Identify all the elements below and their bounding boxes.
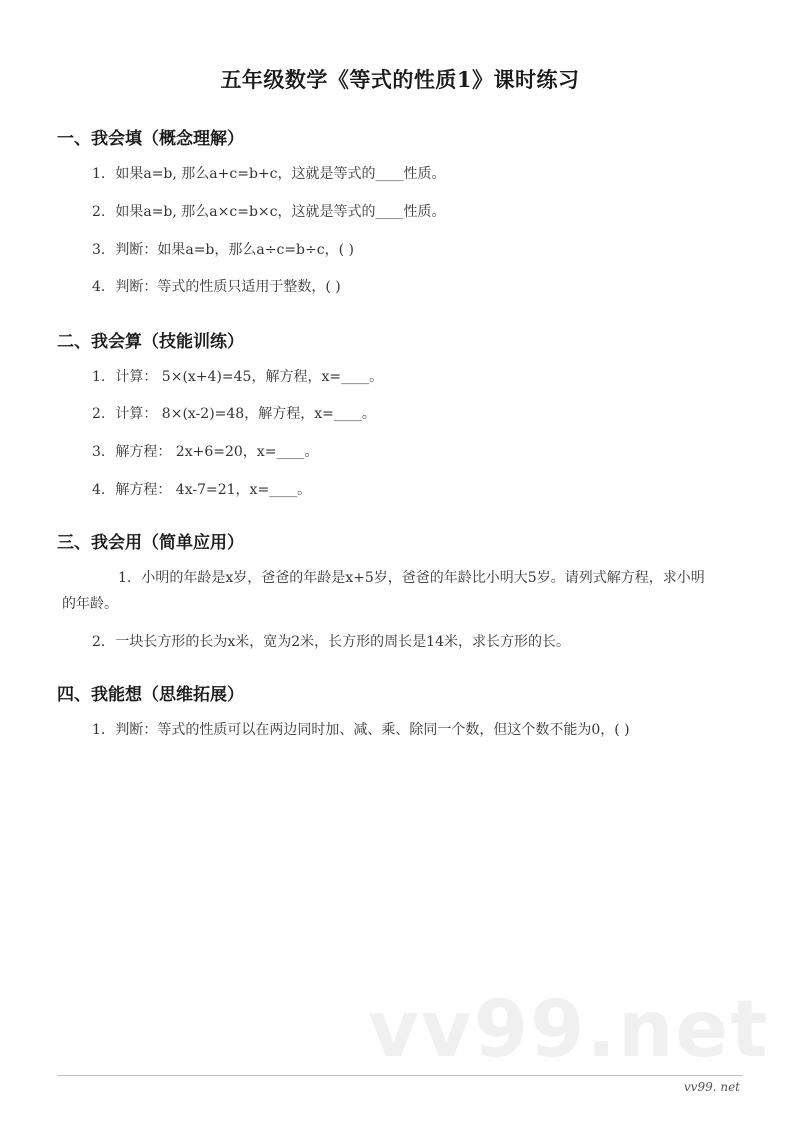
question-text: 解方程： 2x+6=20，x=____。 bbox=[115, 444, 319, 460]
question-2-1 bbox=[92, 364, 383, 390]
question-2-4 bbox=[92, 477, 311, 503]
section-heading-1: 一、我会填（概念理解） bbox=[57, 129, 244, 149]
question-1-2 bbox=[92, 199, 445, 225]
question-3-2 bbox=[92, 629, 570, 655]
question-number: 4. bbox=[92, 279, 106, 295]
question-text: 判断：等式的性质只适用于整数，( ) bbox=[115, 279, 341, 295]
page-title: 五年级数学《等式的性质1》课时练习 bbox=[220, 67, 580, 92]
section-heading-3: 三、我会用（简单应用） bbox=[57, 533, 244, 553]
question-number: 2. bbox=[92, 634, 106, 650]
question-number: 3. bbox=[92, 242, 106, 258]
section-heading-4: 四、我能想（思维拓展） bbox=[57, 685, 244, 705]
question-3-1 bbox=[62, 565, 712, 617]
question-number: 2. bbox=[92, 406, 106, 422]
question-text: 判断：等式的性质可以在两边同时加、减、乘、除同一个数，但这个数不能为0，( ) bbox=[115, 722, 630, 738]
question-1-1 bbox=[92, 161, 445, 187]
section-heading-2: 二、我会算（技能训练） bbox=[57, 332, 244, 352]
question-text: 如果a=b, 那么a×c=b×c，这就是等式的____性质。 bbox=[115, 204, 446, 220]
footer-site: vv99. net bbox=[683, 1080, 740, 1094]
question-text: 解方程： 4x-7=21，x=____。 bbox=[115, 482, 312, 498]
question-number: 1. bbox=[118, 570, 132, 586]
question-2-3 bbox=[92, 439, 318, 465]
watermark: vv99.net bbox=[368, 985, 770, 1075]
question-text: 计算： 5×(x+4)=45，解方程，x=____。 bbox=[115, 369, 384, 385]
question-number: 2. bbox=[92, 204, 106, 220]
question-1-3 bbox=[92, 237, 354, 263]
question-text: 计算： 8×(x-2)=48，解方程，x=____。 bbox=[115, 406, 376, 422]
question-number: 1. bbox=[92, 166, 106, 182]
question-2-2 bbox=[92, 401, 376, 427]
question-text: 如果a=b, 那么a+c=b+c，这就是等式的____性质。 bbox=[115, 166, 446, 182]
question-number: 3. bbox=[92, 444, 106, 460]
question-text: 判断：如果a=b，那么a÷c=b÷c，( ) bbox=[115, 242, 354, 258]
question-number: 4. bbox=[92, 482, 106, 498]
question-1-4 bbox=[92, 274, 341, 300]
question-text: 一块长方形的长为x米，宽为2米，长方形的周长是14米，求长方形的长。 bbox=[115, 634, 570, 650]
question-number: 1. bbox=[92, 722, 106, 738]
footer-divider bbox=[57, 1075, 743, 1076]
question-text: 小明的年龄是x岁，爸爸的年龄是x+5岁，爸爸的年龄比小明大5岁。请列式解方程，求小明的年龄。 bbox=[62, 570, 705, 612]
question-number: 1. bbox=[92, 369, 106, 385]
question-4-1 bbox=[92, 717, 630, 743]
